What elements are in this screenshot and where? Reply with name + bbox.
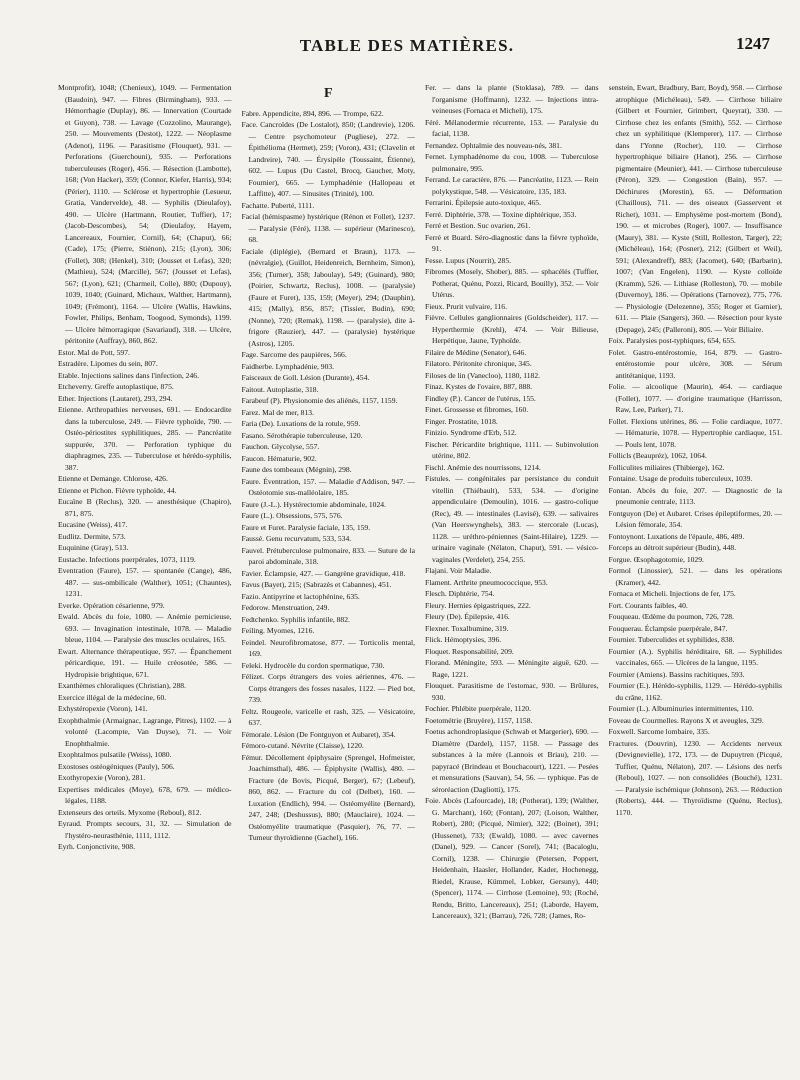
index-entry: Etienne. Arthropathies nerveuses, 691. — Endocardite dans la tuberculose, 249. — Fièvre typhoïde, 790. — Ostéo-périostites syphilitiques, 285. — Pancréatite suppurée, 370. — Perforation typhique du diaphragmes, 235. — Tuberculose et hérédo-syphilis, 387. [58, 405, 232, 472]
index-entry: Féré. Mélanodermie récurrente, 153. — Paralysie du facial, 1138. [425, 117, 599, 138]
index-entry: Exhystéropexie (Voron), 141. [58, 704, 148, 713]
index-entry: Fochier. Phlébite puerpérale, 1120. [425, 704, 532, 713]
index-entry: Félizet. Corps étrangers des voies aériennes, 476. — Corps étrangers des fosses nasales, 1122. — Pied bot, 739. [241, 672, 415, 704]
index-entry: Fernandez. Ophtalmie des nouveau-nés, 381. [425, 140, 562, 150]
index-entry: Filatoro. Péritonite chronique, 345. [425, 359, 532, 368]
index-entry: Feindel. Neurofibromatose, 877. — Torticolis mental, 169. [241, 637, 415, 658]
index-entry: Finet. Grossesse et fibromes, 160. [425, 405, 529, 414]
index-entry: Faidherbe. Lymphadénie, 903. [241, 361, 335, 371]
index-entry: Follet. Flexions utérines, 86. — Folie cardiaque, 1077. — Hématurie, 1078. — Hypertrophie cardiaque, 151. — Pouls lent, 1078. [608, 416, 782, 449]
index-entry: Fibromes (Mosely, Shober), 885. — sphacélés (Tuffier, Potherat, Quénu, Pozzi, Ricard, Bouilly), 352. — Voir Utérus. [425, 267, 599, 299]
index-entry: Ether. Injections (Lautaret), 293, 294. [58, 393, 173, 403]
index-entry: Foetométrie (Bruyère), 1157, 1158. [425, 715, 533, 725]
index-entry: Face. Cancroïdes (De Lostalot), 850; (Landrevie), 1206. — Centre psychomoteur (Pugliese), 272. — Épithélioma (Hermet), 259; (Voron), 431; (Clavelin et Landreire), 740. — Érysipèle (Toussaint, Étienne), 602. — Lupus (Du Castel, Brocq, Gaucher, Moty, Fournier), 665. — Lymphadénie (Hallopeau et Laffitte), 407. — Sinusites (Trinité), 100. [241, 120, 415, 198]
index-entry: Eucaïne B (Reclus), 320. — anesthésique (Chapiro), 871, 875. [58, 497, 232, 518]
index-entry: Estradère. Lipomes du sein, 807. [58, 359, 158, 368]
index-entry: Ferré et Bestion. Suc ovarien, 261. [425, 221, 531, 230]
index-entry: Flajani. Voir Maladie. [425, 566, 492, 575]
page-number: 1247 [736, 34, 770, 53]
index-entry: Ferré et Buard. Séro-diagnostic dans la fièvre typhoïde, 91. [425, 232, 599, 253]
index-entry: Etienne et Pichon. Fièvre typhoïde, 44. [58, 485, 177, 495]
index-entry: Fournier (A.). Syphilis héréditaire, 68. — Syphilides vaccinales, 665. — Ulcères de la langue, 1195. [608, 646, 782, 667]
index-entry: Etable. Injections salines dans l'infection, 246. [58, 370, 199, 380]
index-entry: senstein, Ewart, Bradbury, Barr, Boyd), 958. — Cirrhose atrophique (Michéleau), 549. — Cirrhose biliaire (Gilbert et Fournier, Grimbert, Queyrat), 330. — Cirrhose chez les enfants (Smith), 552. — Cirrhose chez un syphilitique (Klemperer), 117. — Cirrhose dans l'Yonne (Rocher), 110. — Cirrhose hypertrophique biliaire (Hanot), 256. — Cirrhose pigmentaire (Meunier), 441. — Cirrhose tuberculeuse (Péron), 329. — Congestion (Bain), 957. — Déchirures (Morestin), 65. — Déformation (Chaillous), 711. — des oiseaux (Gasservent et Richet), 1031. — Emphysème post-mortem (Bond), 190. — et microbes (Roger), 1007. — Insuffisance (Maury), 381. — Kyste (Still, Rolleston, Targer), 22; (Michéleau), 164; (Posner), 212; (Gilbert et Weil), 591; (Alexandreff), 883; (Jacomet), 640; (Barbarin), 1007; (Van Engelen), 1190. — Kyste colloïde (Kramm), 526. — Lithiase (Rolleston), 70. — mobile (Duvernoy), 186. — Opérations (Tarnovez), 775, 776. — Physiologie (Delezenne), 355; Roger et Garnier), 611. — Plaie (Sangers), 360. — Résection pour kyste (Depage), 245; (Palleroni), 805. — Voir Biliaire. [608, 83, 782, 334]
index-entry: Faure (L.). Obsessions, 575, 576. [241, 511, 343, 520]
index-entry: Exothyropexie (Voron), 281. [58, 773, 146, 782]
index-entry: Fernet. Lymphadénome du cou, 1008. — Tuberculose pulmonaire, 995. [425, 152, 599, 173]
section-letter: F [323, 86, 333, 101]
index-entry: Feltz. Rougeole, varicelle et rash, 325. — Vésicatoire, 637. [241, 706, 415, 727]
index-entry: Faucon. Hématurie, 902. [241, 453, 317, 463]
index-entry: Finaz. Kystes de l'ovaire, 887, 888. [425, 382, 533, 391]
index-entry: Faciale (diplégie), (Bernard et Braun), 1173. — (névralgie), (Guillot, Heidenreich, Bernheim, Simon), 356; (Turner), 358; Jaboulay), 549; (Guinard), 980; (Poirier, Schwartz, Reclus), 1008. — (paralysie) (Faure et Furet), 135, 159; (Meyer), 294; (Dauphin), 415; (Mally), 856, 857; (Tissier, Budin), 690; (Nonne), 720; (Remak), 1198. — (paralysie), dite à-frigore (Rauzier), 447. — (paralysie) hystérique (Astros), 1205. [241, 246, 415, 348]
index-entry: Etienne et Demange. Chlorose, 426. [58, 474, 168, 483]
index-entry: Follicls (Beaupréz), 1062, 1064. [608, 451, 707, 460]
index-entry: Floquet. Responsabilité, 209. [425, 646, 514, 656]
index-entry: Foxwell. Sarcome lombaire, 335. [608, 727, 710, 736]
index-entry: Folliculites miliaires (Thibierge), 162. [608, 462, 725, 472]
index-entry: Flouquet. Parasitisme de l'estomac, 930. — Brûlures, 930. [425, 681, 599, 702]
index-entry: Flesch. Diphtérie, 754. [425, 589, 495, 598]
index-entry: Fémur. Décollement épiphysaire (Sprengel, Hofmeister, Joachimsthal), 486. — Épiphysite (Wallis), 480. — Fracture (de Bovis, Picqué, Berger), 67; (Lebeuf), 860, 862. — Fracture du col (Delbet), 160. — Luxation (Endlich), 994. — Ostéomyélite (Bernard), 247, 248; (Deshussus), 880; (Mauclaire), 1024. — Ostéomyélite traumatique (Pasquier), 76, 77. — Tumeur thyroïdienne (Gachel), 166. [241, 752, 415, 842]
index-entry: Findley (P.). Cancer de l'utérus, 155. [425, 393, 536, 403]
index-entry: Fémoro-cutané. Névrite (Claisse), 1220. [241, 741, 364, 750]
index-column-2 [242, 82, 416, 1067]
index-entry: Fournier (Amiens). Bassins rachitiques, 593. [608, 669, 745, 679]
index-entry: Faure (J.-L.). Hystérectomie abdominale, 1024. [241, 499, 386, 509]
index-entry: Faitout. Autoplastie, 318. [241, 384, 319, 394]
index-entry: Foetus achondroplasique (Schwab et Margerier), 690. — Diamètre (Dardel), 1157, 1158. — Passage des substances à la mère (Lannois et Briau), 210. — papyracé (Brindeau et Bouchacourt), 1221. — Pesées et mensurations (Sauvan), 54, 56. — typhique. Pas de séroréaction (Dagliotti), 175. [425, 727, 599, 794]
index-entry: Faussé. Genu recurvatum, 533, 534. [241, 534, 352, 543]
index-entry: Fedorow. Menstruation, 249. [241, 603, 330, 612]
index-entry: Eudlitz. Dermite, 573. [58, 531, 126, 541]
index-entry: Everke. Opération césarienne, 979. [58, 600, 165, 610]
index-entry: Fabre. Appendicite, 894, 896. — Trompe, 622. [241, 108, 384, 118]
index-entry: Ferrand. Le caractère, 876. — Pancréatite, 1123. — Rein polykystique, 548. — Vésicatoire, 135, 183. [425, 175, 599, 196]
index-entry: Fémorale. Lésion (De Fontguyon et Aubaret), 354. [241, 729, 396, 739]
index-column-1 [58, 82, 232, 1067]
index-entry: Fleury (De). Épilepsie, 416. [425, 612, 510, 621]
index-entry: Euquinine (Gray), 513. [58, 543, 129, 552]
index-entry: Fesse. Lupus (Nourrit), 285. [425, 255, 512, 265]
index-entry: Exercice illégal de la médecine, 60. [58, 692, 167, 702]
index-entry: Eyrh. Conjonctivite, 908. [58, 842, 135, 851]
index-entry: Fièvre. Cellules ganglionnaires (Goldscheider), 117. — Hyperthermie (Krehl), 474. — Voir Bilieuse, Herpétique, Jaune, Typhoïde. [425, 313, 599, 345]
index-entry: Florand. Méningite, 593. — Méningite aiguë, 620. — Rage, 1221. [425, 658, 599, 679]
index-entry: Feiling. Myomes, 1216. [241, 626, 315, 635]
index-entry: Fontoynont. Luxations de l'épaule, 486, 489. [608, 531, 745, 541]
index-entry: Forceps au détroit supérieur (Budin), 448. [608, 543, 737, 552]
index-entry: Fauvel. Prétuberculose pulmonaire, 833. — Suture de la paroi abdominale, 318. [241, 545, 415, 566]
index-entry: Fornaca et Micheli. Injections de fer, 175. [608, 589, 736, 598]
index-entry: Farabeuf (P). Physionomie des aliénés, 1157, 1159. [241, 396, 398, 405]
index-entry: Estor. Mal de Pott, 597. [58, 347, 130, 357]
index-entry: Fasano. Sérothérapie tuberculeuse, 120. [241, 430, 363, 440]
index-entry: Foie. Abcès (Lafourcade), 18; (Potherat), 139; (Walther, G. Marchant), 160; (Fontan), 207; (Loison, Walther, Robert), 280; (Picqué, Nimier), 322; (Boinet), 391; (Hussenet), 733; (Ewald), 1080. — avec cavernes (Danel), 929. — Cancer (Sorel), 741; (Bacaloglu, Cornil), 1238. — Chirurgie (Petersen, Poppert, Heidenhain, Haasler, Hollander, Kader, Hochenegg, Riedel, Krause, Kümmel, Lobker, Gersuny), 440; (Spencer), 1174. — Cirrhose (Lemoine), 93; (Roché, Rendu, Britto, Lancereaux), 251; (Laborde, Hayem, Lancereaux), 321; (Barrau), 726, 728; (James, Ro- [425, 796, 599, 920]
index-entry: Foix. Paralysies post-typhiques, 654, 655. [608, 336, 736, 345]
index-column-3 [425, 82, 599, 1067]
index-entry: Fouqueau. Œdème du poumon, 726, 728. [608, 612, 734, 621]
index-entry: Faisceaux de Goll. Lésion (Durante), 454. [241, 373, 370, 382]
index-columns [58, 82, 782, 1067]
index-entry: Flexner. Toxalbumine, 319. [425, 623, 509, 633]
index-entry: Fontan. Abcès du foie, 207. — Diagnostic de la pneumonie centrale, 1113. [608, 485, 782, 506]
index-entry: Exanthèmes chloraliques (Christian), 288. [58, 681, 187, 690]
index-entry: Fournier. Tuberculides et syphilides, 838. [608, 635, 735, 644]
index-entry: Flament. Arthrite pneumococcique, 953. [425, 577, 548, 587]
index-entry: Faune des tombeaux (Mégnin), 298. [241, 465, 352, 474]
index-entry: Expertises médicales (Moye), 678, 679. — médico-légales, 1188. [58, 784, 232, 805]
index-entry: Fournier (L.). Albuminuries intermittentes, 110. [608, 704, 754, 713]
index-entry: Fleury. Hernies épigastriques, 222. [425, 600, 531, 610]
index-entry: Finger. Prostatite, 1018. [425, 416, 498, 426]
index-entry: Montprofit), 1048; (Chenieux), 1049. — Fermentation (Baudoin), 947. — Fibres (Birmingham), 933. — Hémorrhagie (Duplay), 86. — Innervation (Courtade et Guyon), 738. — Lavage (Cozzolino, Maurange), 250. — Mouvements (Destot), 1222. — Néoplasme (Adenot), 1196. — Parasitisme (Flouquet), 931. — Perforations (Guerchouni), 935. — Perforations tuberculeuses (Roger), 456. — Résection (Lambotte), 168; (Von Hacker), 359; (Connor, Kiefer, Harris), 934; (Périer), 1110. — Sclérose et hypertrophie (Lesueur, Gratia, Vandervelde), 48. — Syphilis (Dieulafoy), 490. — Ulcère (Hartmann, Routier, Tuffier), 17; (Jacob-Descombes), 54; (Dieulafoy, Hayem, Lancereaux, Fournier, Cornil), 64; (Chaput), 66; (Cade), 175; (Pierre, Stiénon), 215; (Lyon), 306; (Follet), 308; (Henkel), 310; (Jousset et Lefas), 320; (Mathieu), 524; (Marcille), 567; (Jousset et Lefas), 567; (Lyon), 621; (Charmeil, Colle), 880; (Dupouy), 1039, 1040; (Guinard, Michaux, Walther, Hartmann), 1049; (Frémont), 1164. — Ulcère (Wallis, Hawkins, Fowler, Philips, Benham, Toogood, Symonds), 1199. — Ulcère hémorragique (Savariaud), 318. — Ulcère, péritonite (Auffray), 860, 862. [58, 83, 232, 345]
index-entry: Faure et Furet. Paralysie faciale, 135, 159. [241, 522, 371, 532]
index-entry: Fieux. Prurit vulvaire, 116. [425, 301, 507, 311]
index-entry: Exophthalmie (Armaignac, Lagrange, Pitres), 1102. — à volonté (Lacompte, Van Duyse), 71. — Voir Enophthalmie. [58, 715, 232, 748]
index-entry: Eventration (Faure), 157. — spontanée (Cange), 486, 487. — sus-ombilicale (Walther), 1051; (Chauntes), 1231. [58, 566, 232, 598]
index-entry: Fedtchenko. Syphilis infantile, 882. [241, 614, 350, 624]
page-header [44, 36, 770, 64]
index-entry: Fer. — dans la plante (Stoklasa), 789. — dans l'organisme (Hoffmann), 1232. — Injections intra-veineuses (Fornaca et Micheli), 175. [425, 83, 599, 115]
index-entry: Fournier (E.). Hérédo-syphilis, 1129. — Hérédo-syphilis du crâne, 1162. [608, 681, 782, 702]
index-entry: Facial (hémispasme) hystérique (Rénon et Follet), 1237. — Paralysie (Féré), 1138. — supérieur (Marinesco), 68. [241, 212, 415, 244]
index-entry: Fazio. Antipyrine et lactophénine, 635. [241, 591, 360, 601]
index-entry: Fontaine. Usage de produits tuberculeux, 1039. [608, 474, 753, 483]
index-entry: Flick. Hémoptysies, 396. [425, 635, 502, 644]
index-entry: Fischer. Péricardite brightique, 1111. — Subinvolution utérine, 802. [425, 439, 599, 460]
index-column-4 [609, 82, 783, 1067]
index-entry: Fontguyon (De) et Aubaret. Crises épileptiformes, 20. — Lésion fémorale, 354. [608, 508, 782, 529]
index-entry: Fischl. Anémie des nourrissons, 1214. [425, 462, 541, 472]
index-entry: Favier. Éclampsie, 427. — Gangrène gravidique, 418. [241, 568, 406, 578]
index-entry: Fachatte. Puberté, 1111. [241, 200, 315, 210]
index-entry: Fouquerau. Éclampsie puerpérale, 847. [608, 623, 728, 633]
index-entry: Formol (Linossier), 521. — dans les opérations (Kramer), 442. [608, 566, 782, 587]
index-entry: Ewald. Abcès du foie, 1080. — Anémie pernicieuse, 693. — Invagination intestinale, 1078. — Maladie bleue, 1104. — Paralysie des muscles oculaires, 165. [58, 612, 232, 644]
index-entry: Eustache. Infections puerpérales, 1073, 1119. [58, 554, 196, 564]
index-entry: Forgue. Œsophagotomie, 1029. [608, 554, 704, 564]
index-entry: Favus (Bayet), 215; (Sabrazès et Cabannes), 451. [241, 580, 392, 589]
index-entry: Exophtalmos pulsatile (Weiss), 1080. [58, 750, 172, 759]
index-entry: Etcheverry. Greffe autoplastique, 875. [58, 382, 174, 391]
index-entry: Fractures. (Douvrin), 1230. — Accidents nerveux (Devignevielle), 172, 173. — de Dupuytren (Picqué, Tuffier, Quénu, Nélaton), 207. — Lésions des nerfs (Reboul), 1027. — non consolidées (Bouché), 1231. — Paralysie ischémique (Johnson), 263. — Réduction (Roberts), 444. — Thyroïdisme (Quénu, Reclus), 1170. [608, 738, 782, 817]
index-entry: Fistules. — congénitales par persistance du conduit vitellin (Thiébault), 533, 534. — d'origine appendiculaire (Demoulin), 1016. — gastro-colique (Rec), 49. — intestinales (Lavisé), 639. — salivaires (Van Heerswynghels), 383. — stercorale (Lucas), 1128. — uréthro-péniennes (Saint-Hilaire), 1229. — urinaire vaginale (Nélaton, Chaput), 591. — vésico-vaginales (Verdelet), 254, 255. [425, 474, 599, 564]
index-entry: Ferrarini. Épilepsie auto-toxique, 465. [425, 198, 541, 207]
index-entry: Extenseurs des orteils. Myxome (Reboul), 812. [58, 807, 202, 817]
index-entry: Fage. Sarcome des paupières, 566. [241, 350, 347, 359]
index-entry: Eyraud. Prompts secours, 31, 32. — Simulation de l'hystéro-neurasthénie, 1111, 1112. [58, 819, 232, 840]
index-entry: Exostoses ostéogéniques (Pauly), 506. [58, 761, 175, 771]
index-entry: Foveau de Courmelles. Rayons X et aveugles, 329. [608, 715, 764, 725]
index-entry: Faria (De). Luxations de la rotule, 959. [241, 419, 361, 428]
index-entry: Folie. — alcoolique (Maurin), 464. — cardiaque (Follet), 1077. — d'origine traumatique (Harrisson, Raw, Lee, Parker), 71. [608, 382, 782, 414]
index-entry: Farez. Mal de mer, 813. [241, 407, 314, 417]
index-entry: Folet. Gastro-entérostomie, 164, 879. — Gastro-entérostomie pour ulcère, 308. — Sérum antitétanique, 1193. [608, 347, 782, 380]
index-entry: Finizio. Syndrome d'Erb, 512. [425, 428, 517, 437]
index-entry: Filaire de Médine (Senator), 646. [425, 347, 527, 357]
index-entry: Fauchon. Glycolyse, 557. [241, 442, 320, 451]
index-entry: Fort. Courants faibles, 40. [608, 600, 688, 610]
running-title: TABLE DES MATIÈRES. [299, 36, 515, 55]
index-entry: Faure. Éventration, 157. — Maladie d'Addison, 947. — Ostéotomie sus-malléolaire, 185. [241, 476, 415, 497]
index-entry: Eucasine (Weiss), 417. [58, 520, 128, 529]
index-entry: Filoses de lin (Vanecloo), 1180, 1182. [425, 370, 541, 380]
index-entry: Feleki. Hydrocèle du cordon spermatique, 730. [241, 660, 385, 670]
index-entry: Ewart. Alternance thérapeutique, 957. — Épanchement péricardique, 191. — Huile créosotée, 586. — Hydropisie brightique, 671. [58, 646, 232, 679]
index-entry: Ferré. Diphtérie, 378. — Toxine diphtérique, 353. [425, 209, 577, 219]
